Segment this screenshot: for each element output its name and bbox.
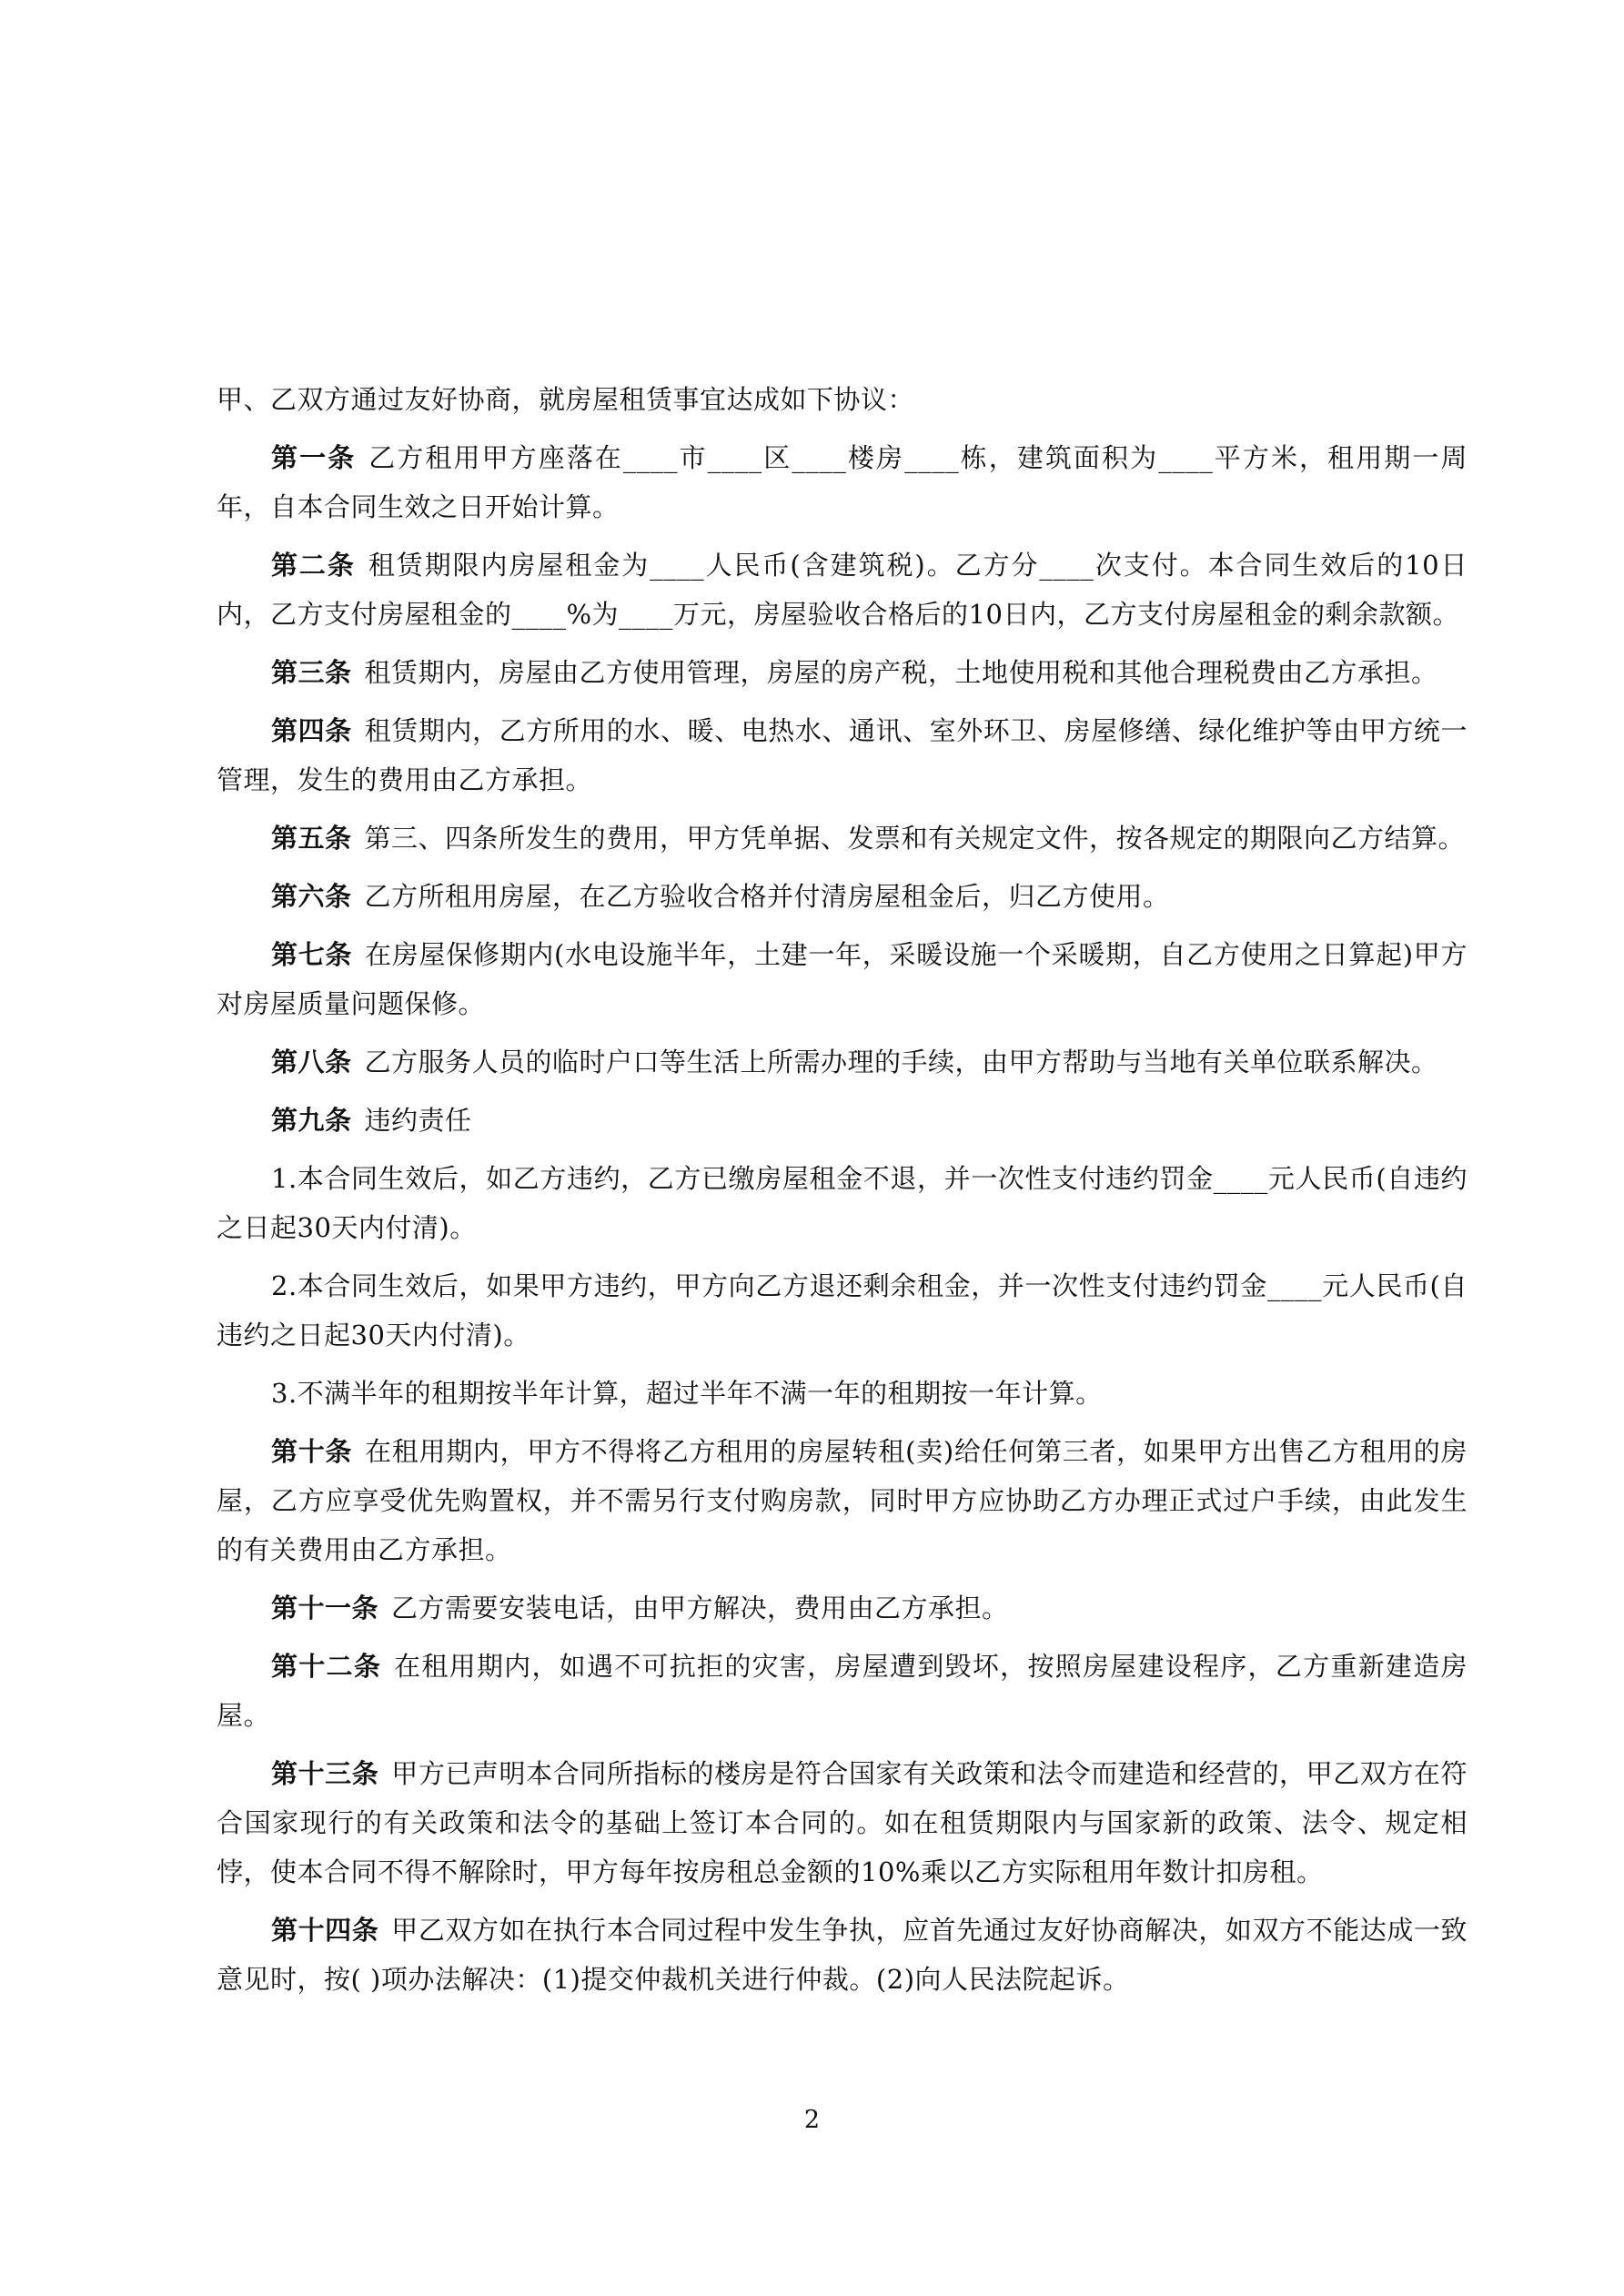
article-4 xyxy=(217,706,1468,804)
contract-body xyxy=(217,375,1468,2013)
article-label: 第三条 xyxy=(271,657,352,688)
article-text: 租赁期限内房屋租金为____人民币(含建筑税)。乙方分____次支付。本合同生效后的10日内，乙方支付房屋租金的____%为____万元，房屋验收合格后的10日内，乙方支付房屋租金的剩余款额。 xyxy=(217,550,1468,630)
article-text: 违约责任 xyxy=(364,1105,472,1136)
article-label: 第十三条 xyxy=(271,1758,379,1789)
article-6 xyxy=(217,872,1468,921)
page-number: 2 xyxy=(803,2106,821,2134)
article-9 xyxy=(217,1096,1468,1145)
article-label: 第七条 xyxy=(271,939,353,970)
article-label: 第六条 xyxy=(271,881,352,912)
article-text: 在租用期内，如遇不可抗拒的灾害，房屋遭到毁坏，按照房屋建设程序，乙方重新建造房屋。 xyxy=(217,1651,1468,1731)
article-text: 在租用期内，甲方不得将乙方租用的房屋转租(卖)给任何第三者，如果甲方出售乙方租用的房屋，乙方应享受优先购置权，并不需另行支付购房款，同时甲方应协助乙方办理正式过户手续，由此发生的有关费用由乙方承担。 xyxy=(217,1436,1468,1565)
article-text: 乙方服务人员的临时户口等生活上所需办理的手续，由甲方帮助与当地有关单位联系解决。 xyxy=(364,1047,1438,1077)
article-7 xyxy=(217,930,1468,1028)
breach-item-1: 1.本合同生效后，如乙方违约，乙方已缴房屋租金不退，并一次性支付违约罚金____元人民币(自违约之日起30天内付清)。 xyxy=(217,1163,1468,1243)
article-text: 在房屋保修期内(水电设施半年，土建一年，采暖设施一个采暖期，自乙方使用之日算起)甲方对房屋质量问题保修。 xyxy=(217,939,1468,1019)
article-text: 乙方所租用房屋，在乙方验收合格并付清房屋租金后，归乙方使用。 xyxy=(364,881,1170,912)
article-10 xyxy=(217,1427,1468,1574)
article-text: 乙方需要安装电话，由甲方解决，费用由乙方承担。 xyxy=(391,1593,1009,1623)
breach-item-2: 2.本合同生效后，如果甲方违约，甲方向乙方退还剩余租金，并一次性支付违约罚金____元人民币(自违约之日起30天内付清)。 xyxy=(217,1270,1468,1350)
article-label: 第十一条 xyxy=(271,1593,379,1623)
article-label: 第十二条 xyxy=(271,1651,382,1682)
article-label: 第十条 xyxy=(271,1436,353,1467)
article-text: 甲乙双方如在执行本合同过程中发生争执，应首先通过友好协商解决，如双方不能达成一致意见时，按( )项办法解决：(1)提交仲裁机关进行仲裁。(2)向人民法院起诉。 xyxy=(217,1915,1468,1995)
article-label: 第二条 xyxy=(271,550,356,581)
article-14 xyxy=(217,1906,1468,2004)
article-text: 第三、四条所发生的费用，甲方凭单据、发票和有关规定文件，按各规定的期限向乙方结算。 xyxy=(364,823,1466,854)
article-label: 第五条 xyxy=(271,823,352,854)
article-text: 乙方租用甲方座落在____市____区____楼房____栋，建筑面积为____平方米，租用期一周年，自本合同生效之日开始计算。 xyxy=(217,442,1468,522)
article-text: 租赁期内，乙方所用的水、暖、电热水、通讯、室外环卫、房屋修缮、绿化维护等由甲方统一管理，发生的费用由乙方承担。 xyxy=(217,715,1468,795)
article-label: 第八条 xyxy=(271,1047,352,1077)
article-label: 第四条 xyxy=(271,715,352,746)
article-label: 第十四条 xyxy=(271,1915,379,1946)
article-text: 租赁期内，房屋由乙方使用管理，房屋的房产税，土地使用税和其他合理税费由乙方承担。 xyxy=(364,657,1438,688)
article-13 xyxy=(217,1749,1468,1896)
article-11 xyxy=(217,1583,1468,1633)
intro-paragraph: 甲、乙双方通过友好协商，就房屋租赁事宜达成如下协议： xyxy=(217,384,915,415)
article-3 xyxy=(217,648,1468,697)
article-text: 甲方已声明本合同所指标的楼房是符合国家有关政策和法令而建造和经营的，甲乙双方在符合国家现行的有关政策和法令的基础上签订本合同的。如在租赁期限内与国家新的政策、法令、规定相悖，使本合同不得不解除时，甲方每年按房租总金额的10%乘以乙方实际租用年数计扣房租。 xyxy=(217,1758,1468,1887)
article-8 xyxy=(217,1037,1468,1087)
article-2 xyxy=(217,541,1468,639)
article-label: 第一条 xyxy=(271,442,357,473)
breach-item-3: 3.不满半年的租期按半年计算，超过半年不满一年的租期按一年计算。 xyxy=(271,1378,1103,1409)
article-label: 第九条 xyxy=(271,1105,352,1136)
article-1 xyxy=(217,433,1468,531)
article-5 xyxy=(217,814,1468,863)
article-12 xyxy=(217,1642,1468,1740)
